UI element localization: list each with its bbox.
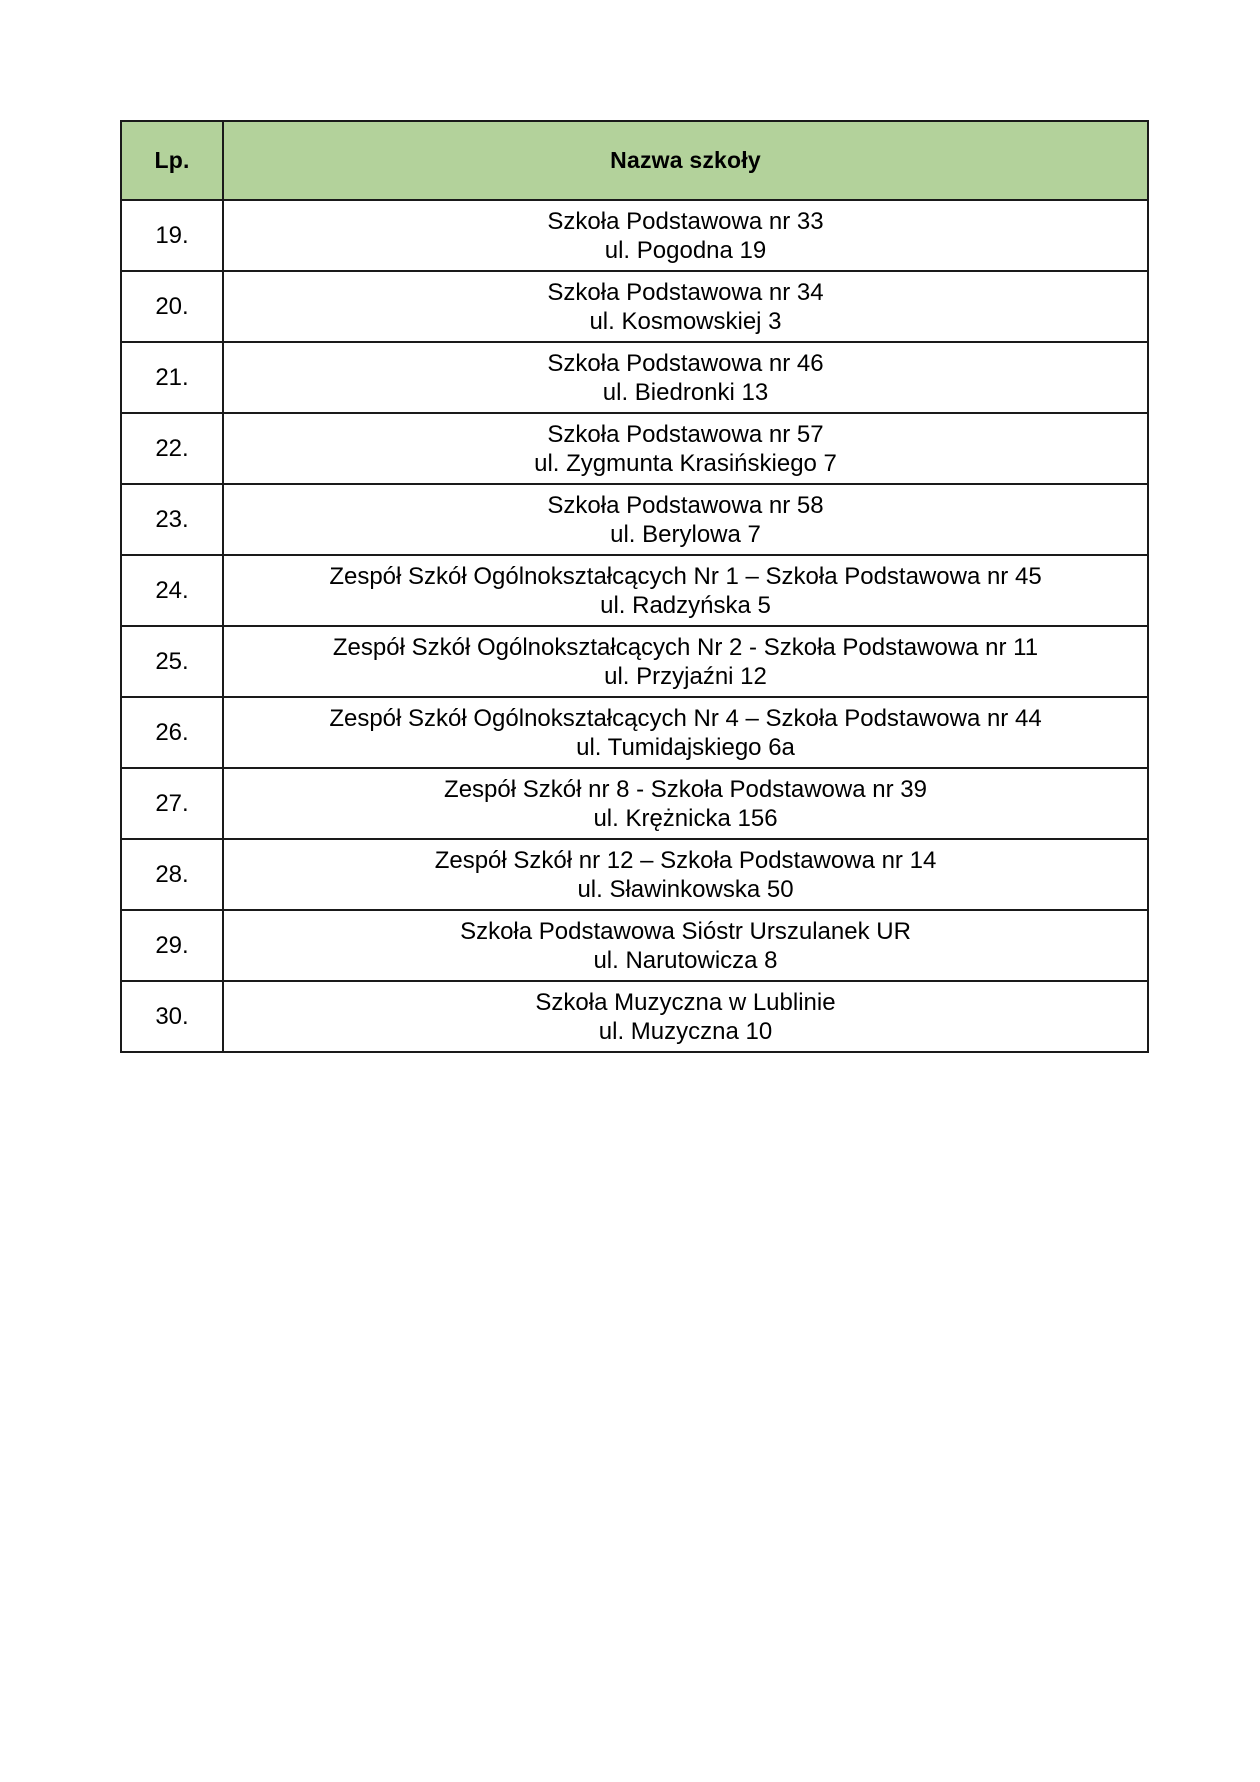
school-name: Zespół Szkół Ogólnokształcących Nr 4 – Szkoła Podstawowa nr 44 xyxy=(329,704,1042,732)
school-cell xyxy=(223,484,1148,555)
row-number: 20. xyxy=(121,271,223,342)
table-row xyxy=(121,910,1148,981)
row-number: 30. xyxy=(121,981,223,1052)
school-name: Szkoła Podstawowa nr 33 xyxy=(547,207,824,235)
row-number: 23. xyxy=(121,484,223,555)
school-cell xyxy=(223,626,1148,697)
row-number: 19. xyxy=(121,200,223,271)
school-address: ul. Muzyczna 10 xyxy=(598,1017,773,1045)
row-number: 21. xyxy=(121,342,223,413)
school-cell xyxy=(223,697,1148,768)
school-address: ul. Krężnicka 156 xyxy=(593,804,778,832)
schools-table xyxy=(120,120,1149,1053)
school-name: Szkoła Muzyczna w Lublinie xyxy=(535,988,836,1016)
school-cell xyxy=(223,271,1148,342)
school-cell xyxy=(223,839,1148,910)
table-row xyxy=(121,200,1148,271)
row-number: 22. xyxy=(121,413,223,484)
school-name: Szkoła Podstawowa nr 58 xyxy=(547,491,824,519)
table-row xyxy=(121,981,1148,1052)
school-cell xyxy=(223,413,1148,484)
school-name: Zespół Szkół Ogólnokształcących Nr 2 - Szkoła Podstawowa nr 11 xyxy=(332,633,1039,661)
table-row xyxy=(121,271,1148,342)
school-address: ul. Kosmowskiej 3 xyxy=(589,307,782,335)
table-row xyxy=(121,626,1148,697)
table-row xyxy=(121,839,1148,910)
school-address: ul. Przyjaźni 12 xyxy=(604,662,767,690)
school-address: ul. Radzyńska 5 xyxy=(600,591,771,619)
school-name: Zespół Szkół nr 8 - Szkoła Podstawowa nr 39 xyxy=(444,775,927,803)
row-number: 27. xyxy=(121,768,223,839)
table-row xyxy=(121,484,1148,555)
table-row xyxy=(121,768,1148,839)
table-row xyxy=(121,555,1148,626)
header-lp: Lp. xyxy=(121,121,223,200)
school-address: ul. Pogodna 19 xyxy=(604,236,767,264)
school-name: Szkoła Podstawowa nr 57 xyxy=(547,420,824,448)
school-cell xyxy=(223,981,1148,1052)
row-number: 24. xyxy=(121,555,223,626)
school-address: ul. Sławinkowska 50 xyxy=(577,875,794,903)
table-header-row xyxy=(121,121,1148,200)
row-number: 26. xyxy=(121,697,223,768)
school-address: ul. Tumidajskiego 6a xyxy=(576,733,795,761)
header-school-name: Nazwa szkoły xyxy=(223,121,1148,200)
school-name: Zespół Szkół Ogólnokształcących Nr 1 – Szkoła Podstawowa nr 45 xyxy=(329,562,1042,590)
table-row xyxy=(121,342,1148,413)
school-address: ul. Biedronki 13 xyxy=(602,378,769,406)
row-number: 28. xyxy=(121,839,223,910)
school-name: Zespół Szkół nr 12 – Szkoła Podstawowa nr 14 xyxy=(434,846,937,874)
school-cell xyxy=(223,200,1148,271)
school-name: Szkoła Podstawowa nr 34 xyxy=(547,278,824,306)
school-address: ul. Berylowa 7 xyxy=(610,520,761,548)
school-name: Szkoła Podstawowa Sióstr Urszulanek UR xyxy=(460,917,911,945)
school-name: Szkoła Podstawowa nr 46 xyxy=(547,349,824,377)
school-cell xyxy=(223,555,1148,626)
row-number: 25. xyxy=(121,626,223,697)
school-cell xyxy=(223,910,1148,981)
school-cell xyxy=(223,768,1148,839)
table-row xyxy=(121,697,1148,768)
school-cell xyxy=(223,342,1148,413)
school-address: ul. Narutowicza 8 xyxy=(593,946,778,974)
table-row xyxy=(121,413,1148,484)
table-body xyxy=(121,200,1148,1052)
school-address: ul. Zygmunta Krasińskiego 7 xyxy=(534,449,837,477)
row-number: 29. xyxy=(121,910,223,981)
